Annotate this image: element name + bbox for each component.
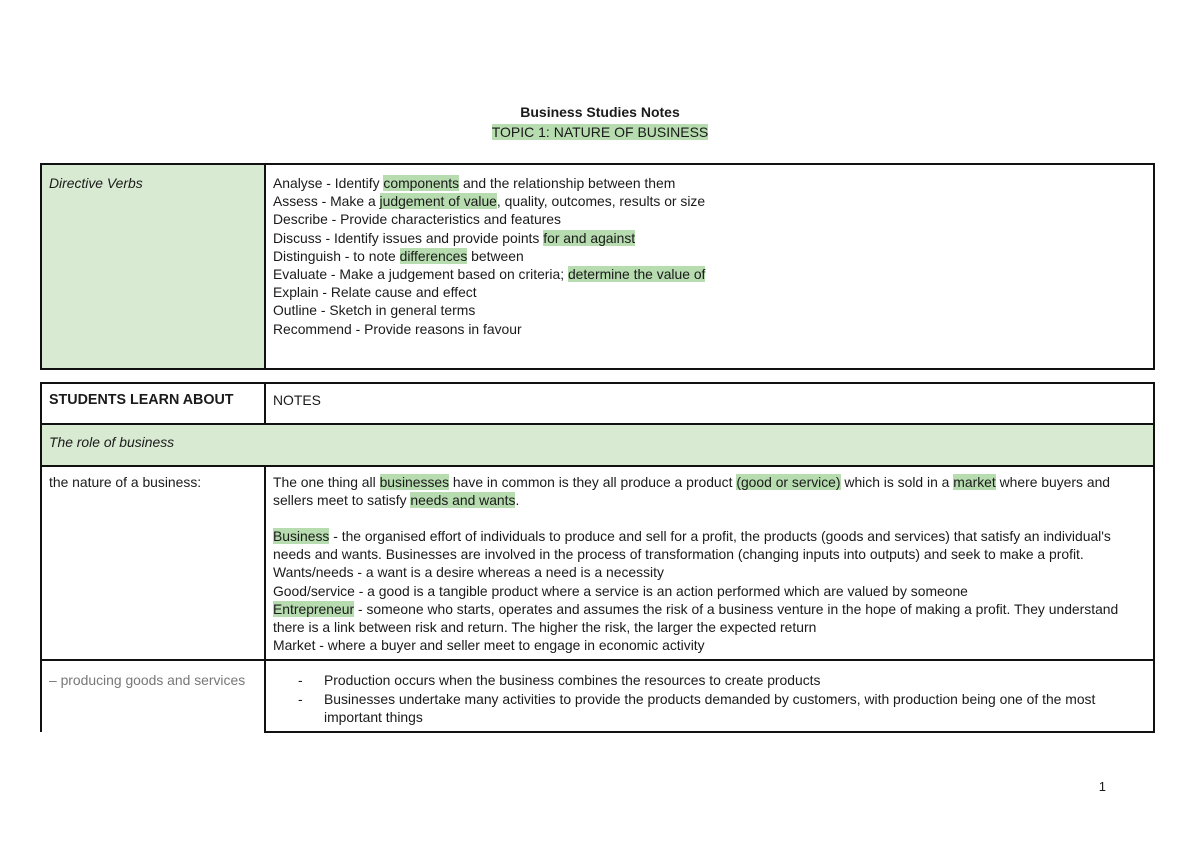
topic-heading-text: TOPIC 1: NATURE OF BUSINESS <box>491 124 709 140</box>
directive-verbs-list <box>265 164 1154 369</box>
verb-text: and the relationship between them <box>459 175 676 191</box>
entrepreneur-definition <box>273 600 1146 636</box>
students-learn-about-header: STUDENTS LEARN ABOUT <box>41 383 265 424</box>
business-definition <box>273 527 1146 563</box>
producing-goods-row <box>41 660 1154 732</box>
verb-line <box>273 174 1146 192</box>
verb-text: Assess - Make a <box>273 193 380 210</box>
notes-highlight: businesses <box>379 474 450 490</box>
topic-heading <box>0 124 1200 140</box>
verb-text: Recommend - Provide reasons in favour <box>273 320 522 337</box>
market-definition: Market - where a buyer and seller meet to engage in economic activity <box>273 637 705 654</box>
notes-text: which is sold in a <box>840 474 954 490</box>
verb-highlight: components <box>383 175 460 191</box>
nature-of-business-row <box>41 466 1154 660</box>
verb-text: Outline - Sketch in general terms <box>273 302 476 319</box>
verb-highlight: determine the value of <box>567 266 706 283</box>
notes-header-row <box>41 383 1154 424</box>
notes-text: - someone who starts, operates and assumes the risk of a business venture in the hope of making a profit. They understand there is a link between risk and return. The higher the risk, the larger the expected return <box>273 600 1119 635</box>
notes-text: . <box>515 492 520 509</box>
nature-topic-label: the nature of a business: <box>41 466 265 660</box>
section-title: The role of business <box>41 424 1154 466</box>
notes-header: NOTES <box>265 383 1154 424</box>
directive-verbs-table <box>40 163 1155 370</box>
verb-text: Distinguish - to note <box>273 247 400 264</box>
notes-text: - the organised effort of individuals to produce and sell for a profit, the products (goods and services) that satisfy an individual's needs and wants. Businesses are involved in the process of transformation (changing inputs into outputs) and seek to make a profit. <box>273 527 1111 563</box>
directive-verbs-label: Directive Verbs <box>41 164 265 369</box>
verb-highlight: judgement of value <box>379 193 497 210</box>
notes-text: where buyers and sellers meet to satisfy <box>273 474 1111 509</box>
business-term: Business <box>273 527 330 544</box>
notes-table <box>40 382 1155 733</box>
producing-notes <box>265 660 1154 732</box>
verb-text: Discuss - Identify issues and provide points <box>273 229 544 246</box>
bullet-item: - Businesses undertake many activities to provide the products demanded by customers, with production being one of the most important things <box>298 690 1146 726</box>
verb-highlight: for and against <box>543 229 636 246</box>
nature-notes <box>265 466 1154 660</box>
verb-text: Describe - Provide characteristics and features <box>273 211 561 228</box>
verb-text: , quality, outcomes, results or size <box>496 193 706 210</box>
notes-highlight: needs and wants <box>410 492 516 509</box>
notes-text: have in common is they all produce a product <box>449 474 737 490</box>
verb-line <box>273 247 1146 265</box>
verb-line <box>273 283 1146 301</box>
verb-text: Analyse - Identify <box>273 175 384 191</box>
section-row <box>41 424 1154 466</box>
wants-needs-definition: Wants/needs - a want is a desire whereas a need is a necessity <box>273 564 664 581</box>
verb-line <box>273 210 1146 228</box>
entrepreneur-term: Entrepreneur <box>273 600 355 617</box>
document-title: Business Studies Notes <box>520 104 680 120</box>
paragraph-gap <box>273 509 1146 527</box>
notes-text: The one thing all <box>273 474 380 490</box>
verb-line <box>273 192 1146 210</box>
verb-line <box>273 265 1146 283</box>
directive-verbs-row <box>41 164 1154 369</box>
verb-line <box>273 320 1146 338</box>
verb-line <box>273 229 1146 247</box>
verb-text: between <box>467 247 524 264</box>
verb-line <box>273 301 1146 319</box>
producing-topic-label: – producing goods and services <box>41 660 265 732</box>
good-service-definition: Good/service - a good is a tangible product where a service is an action performed which are valued by someone <box>273 582 968 599</box>
verb-text: Evaluate - Make a judgement based on criteria; <box>273 266 568 283</box>
page-number: 1 <box>1098 779 1106 794</box>
notes-highlight: (good or service) <box>736 474 841 490</box>
bullet-item: - Production occurs when the business combines the resources to create products <box>298 671 1146 689</box>
producing-bullet-list <box>273 671 1146 726</box>
intro-paragraph <box>273 473 1146 509</box>
verb-highlight: differences <box>399 247 468 264</box>
verb-text: Explain - Relate cause and effect <box>273 284 477 301</box>
notes-highlight: market <box>953 474 996 490</box>
